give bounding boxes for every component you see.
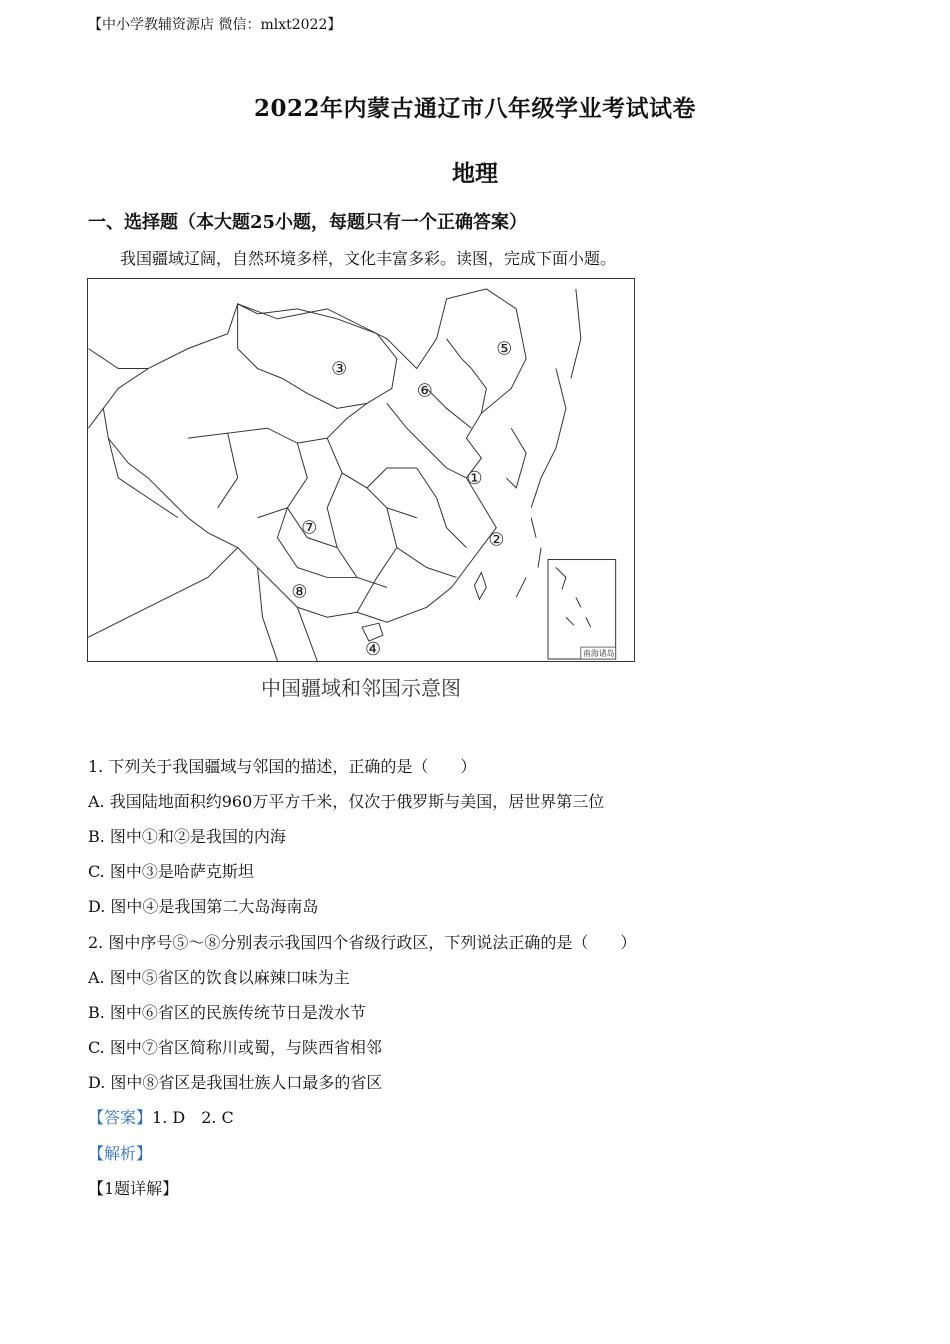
map-marker-1: ① [466, 467, 483, 489]
section-heading: 一、选择题（本大题25小题，每题只有一个正确答案） [88, 212, 528, 233]
question-1-option-b: B. 图中①和②是我国的内海 [88, 827, 286, 846]
map-caption: 中国疆域和邻国示意图 [261, 676, 461, 700]
answer-text: 1. D 2. C [152, 1108, 234, 1127]
question-2-option-a: A. 图中⑤省区的饮食以麻辣口味为主 [88, 968, 350, 987]
map-marker-2: ② [488, 529, 505, 551]
map-marker-3: ③ [331, 358, 348, 380]
map-marker-8: ⑧ [291, 581, 308, 603]
answer-label: 【答案】 [88, 1108, 153, 1127]
map-marker-6: ⑥ [416, 380, 433, 402]
inset-label: 南海诸岛 [582, 649, 615, 659]
question-2-option-d: D. 图中⑧省区是我国壮族人口最多的省区 [88, 1073, 383, 1092]
question-1-option-d: D. 图中④是我国第二大岛海南岛 [88, 897, 319, 916]
china-border [103, 289, 526, 622]
question-1-stem: 1. 下列关于我国疆域与邻国的描述，正确的是（ ） [88, 757, 477, 776]
south-sea-inset [548, 560, 616, 659]
map-marker-7: ⑦ [301, 517, 318, 539]
intro-text: 我国疆域辽阔，自然环境多样，文化丰富多彩。读图，完成下面小题。 [120, 249, 617, 268]
question-2-option-c: C. 图中⑦省区简称川或蜀，与陕西省相邻 [88, 1038, 382, 1057]
question-2-stem: 2. 图中序号⑤～⑧分别表示我国四个省级行政区，下列说法正确的是（ ） [88, 933, 637, 952]
subject-title: 地理 [452, 160, 498, 187]
map-marker-4: ④ [364, 639, 382, 661]
question-1-option-c: C. 图中③是哈萨克斯坦 [88, 862, 254, 881]
map-marker-5: ⑤ [496, 338, 513, 360]
question-1-option-a: A. 我国陆地面积约960万平方千米，仅次于俄罗斯与美国，居世界第三位 [88, 792, 605, 811]
answer-line [88, 1105, 234, 1128]
china-map [87, 278, 635, 662]
page-title: 2022年内蒙古通辽市八年级学业考试试卷 [253, 95, 696, 122]
mongolia-border [238, 304, 397, 408]
header-watermark: 【中小学教辅资源店 微信：mlxt2022】 [88, 17, 342, 33]
question-2-option-b: B. 图中⑥省区的民族传统节日是泼水节 [88, 1003, 366, 1022]
analysis-label: 【解析】 [88, 1144, 153, 1163]
detail-label: 【1题详解】 [88, 1179, 179, 1198]
